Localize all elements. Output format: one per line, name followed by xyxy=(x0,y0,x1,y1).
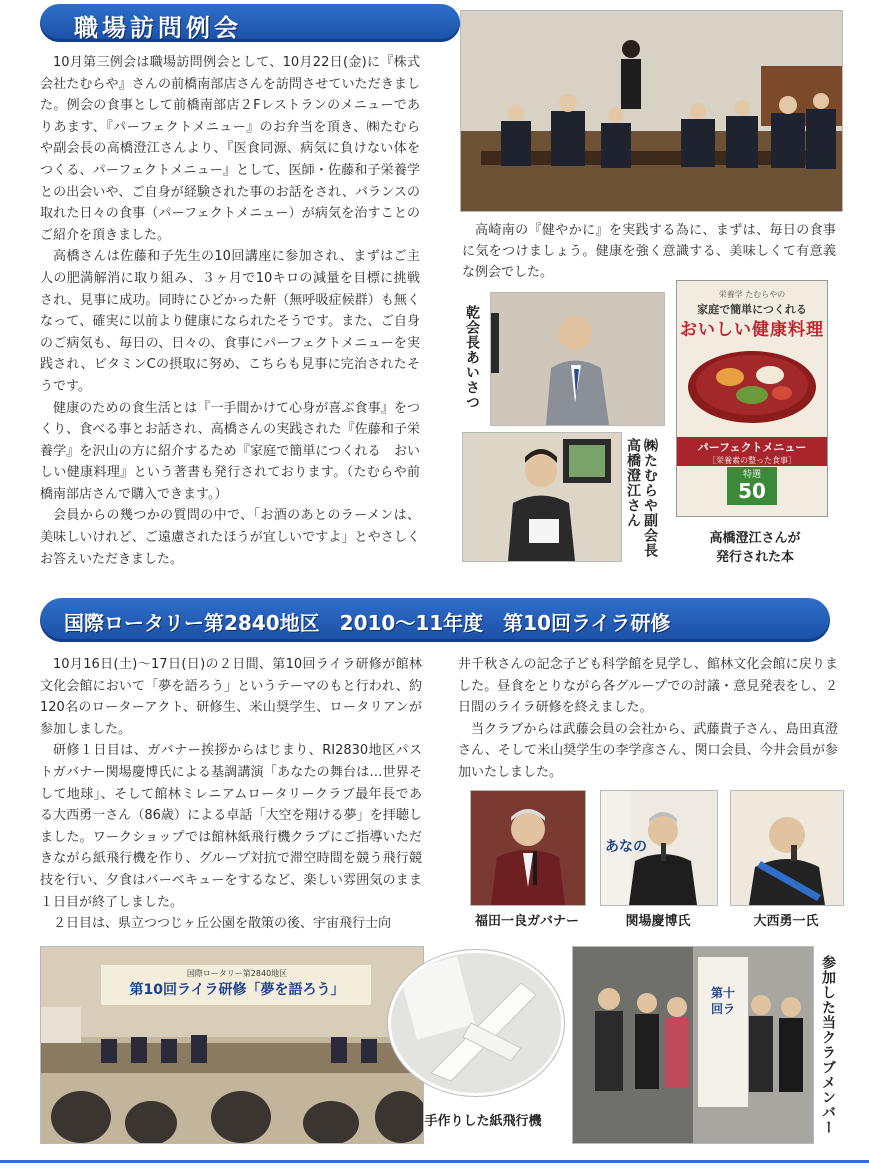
section-title: 職場訪問例会 xyxy=(74,14,242,42)
ryla-stage-photo xyxy=(40,946,424,1144)
paragraph: 井千秋さんの記念子ども科学館を見学し、館林文化会館に戻りました。昼食をとりながら各グループでの討議・意見発表をし、２日間のライラ研修を終えました。 xyxy=(458,657,838,716)
paragraph: 当クラブからは武藤会員の会社から、武藤貴子さん、島田真澄さん、そして米山奨学生の李学彦さん、関口会員、今井会員が参加いたしました。 xyxy=(458,721,838,780)
article-body-ryla-left xyxy=(40,654,422,935)
section-title: 国際ロータリー第2840地区 2010〜11年度 第10回ライラ研修 xyxy=(64,611,671,635)
paragraph: 10月第三例会は職場訪問例会として、10月22日(金)に『株式会社たむらや』さんの前橋南部店さんを訪問させていただきました。例会の食事として前橋南部店２Fレストランのメニューでありあます、『パーフェクトメニュー』のお弁当を頂き、㈱たむらや副会長の高橋澄江さんより、『医食同源、病気に負けない体をつくる、パーフェクトメニュー』として、医師・佐藤和子栄養学との出会いや、ご自身が経験された事のお話をされ、バランスの取れた日々の食事（パーフェクトメニュー）が病気を治すことのご紹介を頂きました。 xyxy=(40,55,420,243)
meeting-photo-caption: 高崎南の『健やかに』を実践する為に、まずは、毎日の食事に気をつけましょう。健康を強く意識する、美味しくて有意義な例会でした。 xyxy=(462,223,836,280)
president-greeting-photo xyxy=(490,292,665,426)
book-title: おいしい健康料理 xyxy=(680,320,824,340)
club-members-photo xyxy=(572,946,814,1144)
book-menu-sub: ［栄養素の整った食事］ xyxy=(677,455,827,466)
club-members-caption: 参加した当クラブメンバー xyxy=(820,955,836,1135)
bottom-rule xyxy=(0,1160,869,1163)
svg-text:あなの: あなの xyxy=(605,839,647,855)
greeting-caption: 乾会長あいさつ xyxy=(464,305,480,410)
speaker-photo xyxy=(462,432,622,562)
book-caption-line2: 発行された本 xyxy=(715,550,794,565)
paragraph: 健康のための食生活とは『一手間かけて心身が喜ぶ食事』をつくり、食べる事とお話され、高橋さんの実践された『佐藤和子栄養学』を沢山の方に紹介するため『家庭で簡単につくれる おいしい健康料理』という著書も発行されております。（たむらや前橋南部店さんで購入できます。） xyxy=(40,400,420,502)
portrait-sekiba xyxy=(600,790,718,906)
paper-plane-caption: 手作りした紙飛行機 xyxy=(424,1114,542,1129)
book-badge-num: 50 xyxy=(738,479,766,503)
portrait-governor xyxy=(470,790,586,906)
book-series: 栄養学 たむらやの xyxy=(718,290,786,299)
caption-onishi: 大西勇一氏 xyxy=(753,914,819,929)
book-badge-top: 特選 xyxy=(742,470,761,480)
paragraph: 10月16日(土)〜17日(日)の２日間、第10回ライラ研修が館林文化会館において「夢を語ろう」というテーマのもと行われ、約120名のローターアクト、研修生、米山奨学生、ロータリアンが参加しました。 xyxy=(40,657,422,737)
book-subtitle: 家庭で簡単につくれる xyxy=(697,303,807,316)
article-body-ryla-right xyxy=(458,654,838,784)
svg-text:回ラ: 回ラ xyxy=(711,1002,736,1016)
caption-sekiba: 関場慶博氏 xyxy=(625,914,691,929)
speaker-caption: ㈱たむらや副会長 高橋澄江さん xyxy=(625,438,658,573)
paragraph: ２日目は、県立つつじヶ丘公園を散策の後、宇宙飛行士向 xyxy=(53,916,392,932)
paragraph: 研修１日目は、ガバナー挨拶からはじまり、RI2830地区パストガバナー関場慶博氏による基調講演「あなたの舞台は…世界そして地球」、そして館林ミレニアムロータリークラブ最年長である大西勇一さん（86歳）による卓話「大空を翔ける夢」を拝聴しました。ワークショップでは館林紙飛行機クラブにご指導いただきながら紙飛行機を作り、グループ対抗で滞空時間を競う飛行競技を行い、夕食はバーベキューをするなど、楽しい雰囲気のまま１日目が終了しました。 xyxy=(40,743,422,910)
paper-plane-photo xyxy=(388,950,564,1096)
section-banner-ryla xyxy=(40,598,830,642)
book-cover xyxy=(676,280,828,517)
book-caption-line1: 高橋澄江さんが xyxy=(709,531,801,546)
stage-banner-small: 国際ロータリー第2840地区 xyxy=(186,969,288,978)
book-badge xyxy=(727,467,777,505)
svg-text:第十: 第十 xyxy=(711,986,736,1000)
paragraph: 高橋さんは佐藤和子先生の10回講座に参加され、まずはご主人の肥満解消に取り組み、３ヶ月で10キロの減量を目標に挑戦され、見事に成功。同時にひどかった鼾（無呼吸症候群）も無くなって、確実に以前より健康になられたそうです。また、ご自身のご病気も、毎日の、日々の、食事にパーフェクトメニューを実践され、ビタミンCの摂取に努め、こちらも見事に完治されたそうです。 xyxy=(40,249,420,394)
section-banner-workplace-visit xyxy=(40,4,460,42)
stage-banner-text: 第10回ライラ研修「夢を語ろう」 xyxy=(129,982,345,998)
article-body-visit xyxy=(40,52,420,570)
portrait-onishi xyxy=(730,790,844,906)
meeting-photo xyxy=(460,10,843,212)
caption-governor: 福田一良ガバナー xyxy=(474,914,579,929)
book-food-illustration xyxy=(682,343,822,427)
book-menu-title: パーフェクトメニュー xyxy=(677,437,827,457)
paragraph: 会員からの幾つかの質問の中で、「お酒のあとのラーメンは、美味しいけれど、ご遠慮されたほうが宜しいですよ」とやさしくお答えいただきました。 xyxy=(40,508,420,567)
